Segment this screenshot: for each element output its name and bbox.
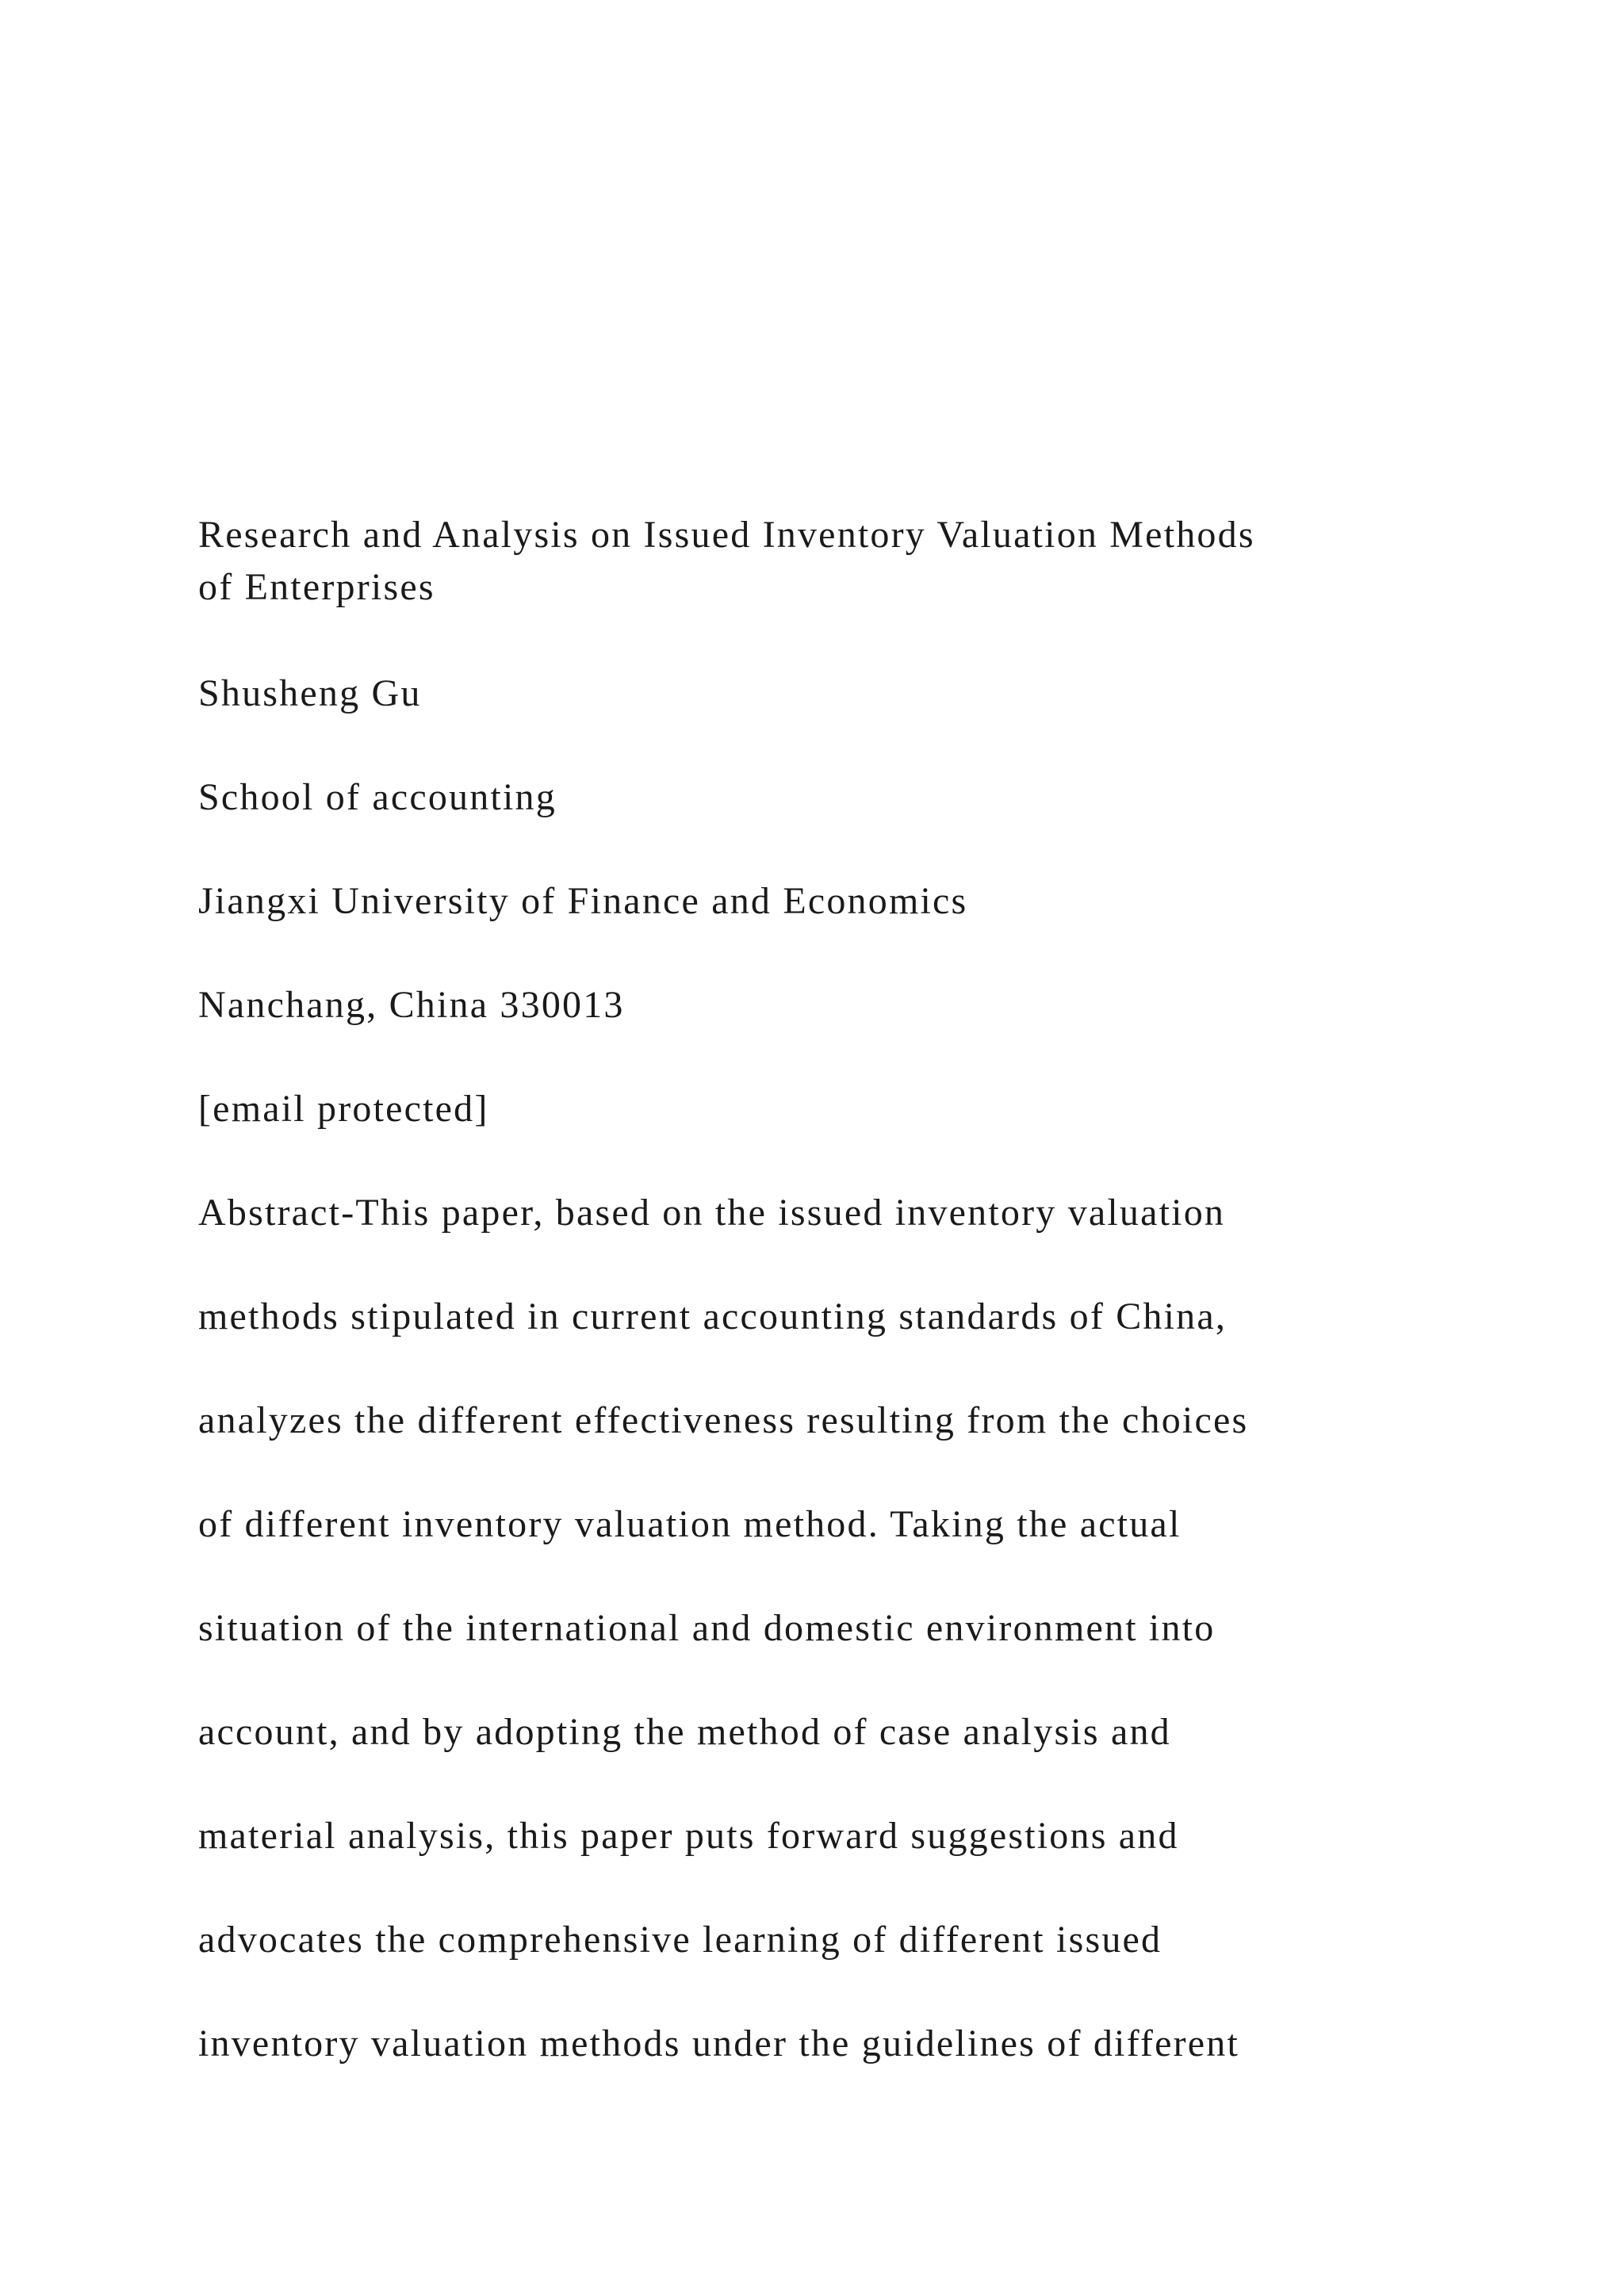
abstract-line: Abstract-This paper, based on the issued inventory valuation	[198, 1192, 1226, 1234]
affiliation-university: Jiangxi University of Finance and Economics	[198, 880, 968, 922]
paper-title-line-1: Research and Analysis on Issued Inventory Valuation Methods	[198, 514, 1255, 556]
paper-title	[198, 509, 1435, 614]
abstract-line: advocates the comprehensive learning of different issued	[198, 1919, 1162, 1961]
abstract-line: situation of the international and domestic environment into	[198, 1607, 1216, 1649]
abstract-line: account, and by adopting the method of case analysis and	[198, 1711, 1171, 1753]
abstract	[198, 1187, 1435, 2122]
abstract-line: inventory valuation methods under the guidelines of different	[198, 2022, 1240, 2064]
author-name: Shusheng Gu	[198, 672, 422, 714]
author-email: [email protected]	[198, 1088, 489, 1130]
abstract-line: material analysis, this paper puts forward suggestions and	[198, 1815, 1179, 1857]
affiliation-address: Nanchang, China 330013	[198, 984, 625, 1026]
abstract-line: of different inventory valuation method. Taking the actual	[198, 1503, 1182, 1545]
affiliation-school: School of accounting	[198, 776, 557, 818]
abstract-line: analyzes the different effectiveness resulting from the choices	[198, 1399, 1249, 1441]
paper-title-line-2: of Enterprises	[198, 566, 435, 608]
abstract-line: methods stipulated in current accounting standards of China,	[198, 1295, 1228, 1337]
